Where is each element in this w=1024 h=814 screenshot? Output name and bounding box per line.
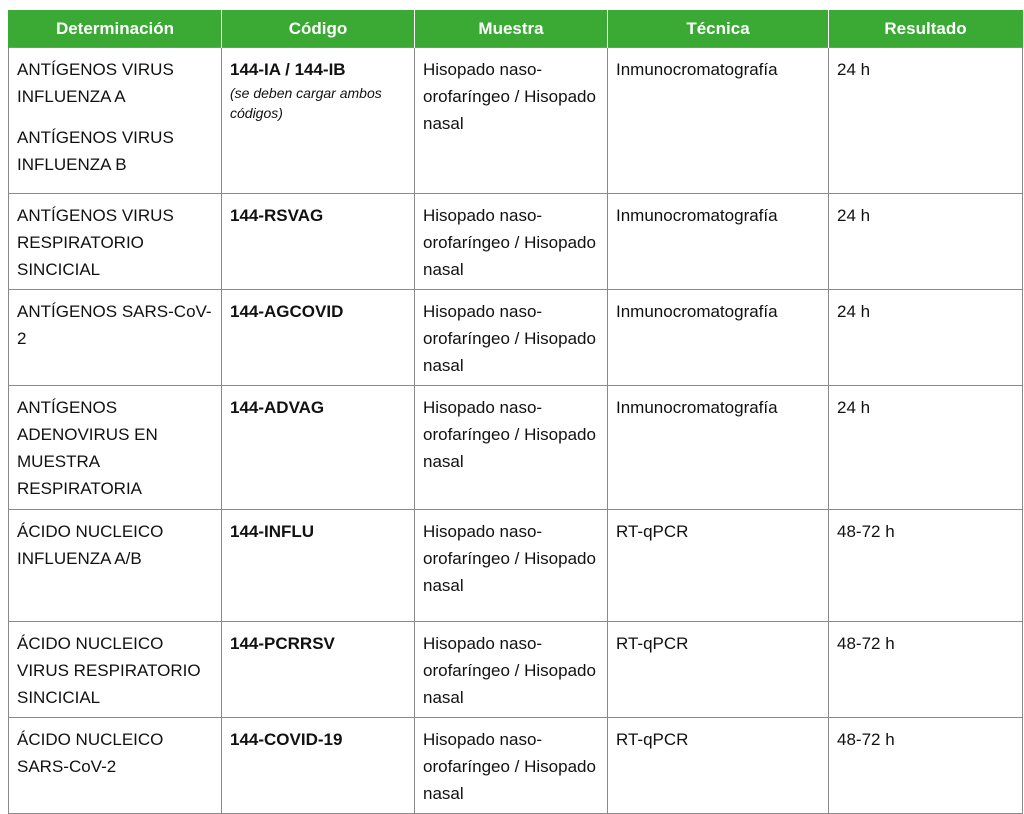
sample-cell: Hisopado naso-orofaríngeo / Hisopado nasal <box>415 622 608 718</box>
sample-cell: Hisopado naso-orofaríngeo / Hisopado nasal <box>415 510 608 622</box>
code-cell: 144-COVID-19 <box>222 718 415 814</box>
code-value: 144-IA / 144-IB <box>230 60 346 79</box>
technique-cell: Inmunocromatografía <box>608 194 829 290</box>
result-cell: 48-72 h <box>829 510 1023 622</box>
technique-cell: Inmunocromatografía <box>608 48 829 194</box>
result-cell: 24 h <box>829 290 1023 386</box>
determination-cell: ANTÍGENOS SARS-CoV-2 <box>9 290 222 386</box>
table-row <box>9 718 1023 814</box>
sample-cell: Hisopado naso-orofaríngeo / Hisopado nasal <box>415 386 608 510</box>
code-cell: 144-INFLU <box>222 510 415 622</box>
determination-spacer <box>17 110 213 124</box>
determination-cell: ÁCIDO NUCLEICO VIRUS RESPIRATORIO SINCICIAL <box>9 622 222 718</box>
table-row <box>9 386 1023 510</box>
result-cell: 24 h <box>829 48 1023 194</box>
determination-cell: ÁCIDO NUCLEICO SARS-CoV-2 <box>9 718 222 814</box>
table-row <box>9 510 1023 622</box>
technique-cell: Inmunocromatografía <box>608 290 829 386</box>
code-cell: 144-AGCOVID <box>222 290 415 386</box>
technique-cell: RT-qPCR <box>608 718 829 814</box>
header-row <box>9 10 1023 48</box>
tests-table <box>8 10 1023 814</box>
code-cell: 144-PCRRSV <box>222 622 415 718</box>
sample-cell: Hisopado naso-orofaríngeo / Hisopado nasal <box>415 718 608 814</box>
header-muestra: Muestra <box>415 10 608 48</box>
result-cell: 24 h <box>829 386 1023 510</box>
code-cell: 144-ADVAG <box>222 386 415 510</box>
determination-cell: ANTÍGENOS ADENOVIRUS EN MUESTRA RESPIRATORIA <box>9 386 222 510</box>
table-row <box>9 290 1023 386</box>
table-header <box>9 10 1023 48</box>
sample-cell: Hisopado naso-orofaríngeo / Hisopado nasal <box>415 290 608 386</box>
code-cell <box>222 48 415 194</box>
header-codigo: Código <box>222 10 415 48</box>
sample-cell: Hisopado naso-orofaríngeo / Hisopado nasal <box>415 48 608 194</box>
determination-cell: ÁCIDO NUCLEICO INFLUENZA A/B <box>9 510 222 622</box>
table-row <box>9 48 1023 194</box>
header-tecnica: Técnica <box>608 10 829 48</box>
determination-influenza-b: ANTÍGENOS VIRUS INFLUENZA B <box>17 128 174 174</box>
table-row <box>9 622 1023 718</box>
tests-table-container <box>8 10 1022 814</box>
table-row <box>9 194 1023 290</box>
result-cell: 48-72 h <box>829 622 1023 718</box>
header-determinacion: Determinación <box>9 10 222 48</box>
determination-cell: ANTÍGENOS VIRUS RESPIRATORIO SINCICIAL <box>9 194 222 290</box>
determination-influenza-a: ANTÍGENOS VIRUS INFLUENZA A <box>17 60 174 106</box>
technique-cell: RT-qPCR <box>608 622 829 718</box>
determination-cell <box>9 48 222 194</box>
result-cell: 24 h <box>829 194 1023 290</box>
table-body <box>9 48 1023 814</box>
sample-cell: Hisopado naso-orofaríngeo / Hisopado nasal <box>415 194 608 290</box>
header-resultado: Resultado <box>829 10 1023 48</box>
result-cell: 48-72 h <box>829 718 1023 814</box>
code-cell: 144-RSVAG <box>222 194 415 290</box>
technique-cell: RT-qPCR <box>608 510 829 622</box>
technique-cell: Inmunocromatografía <box>608 386 829 510</box>
code-note: (se deben cargar ambos códigos) <box>230 85 382 121</box>
